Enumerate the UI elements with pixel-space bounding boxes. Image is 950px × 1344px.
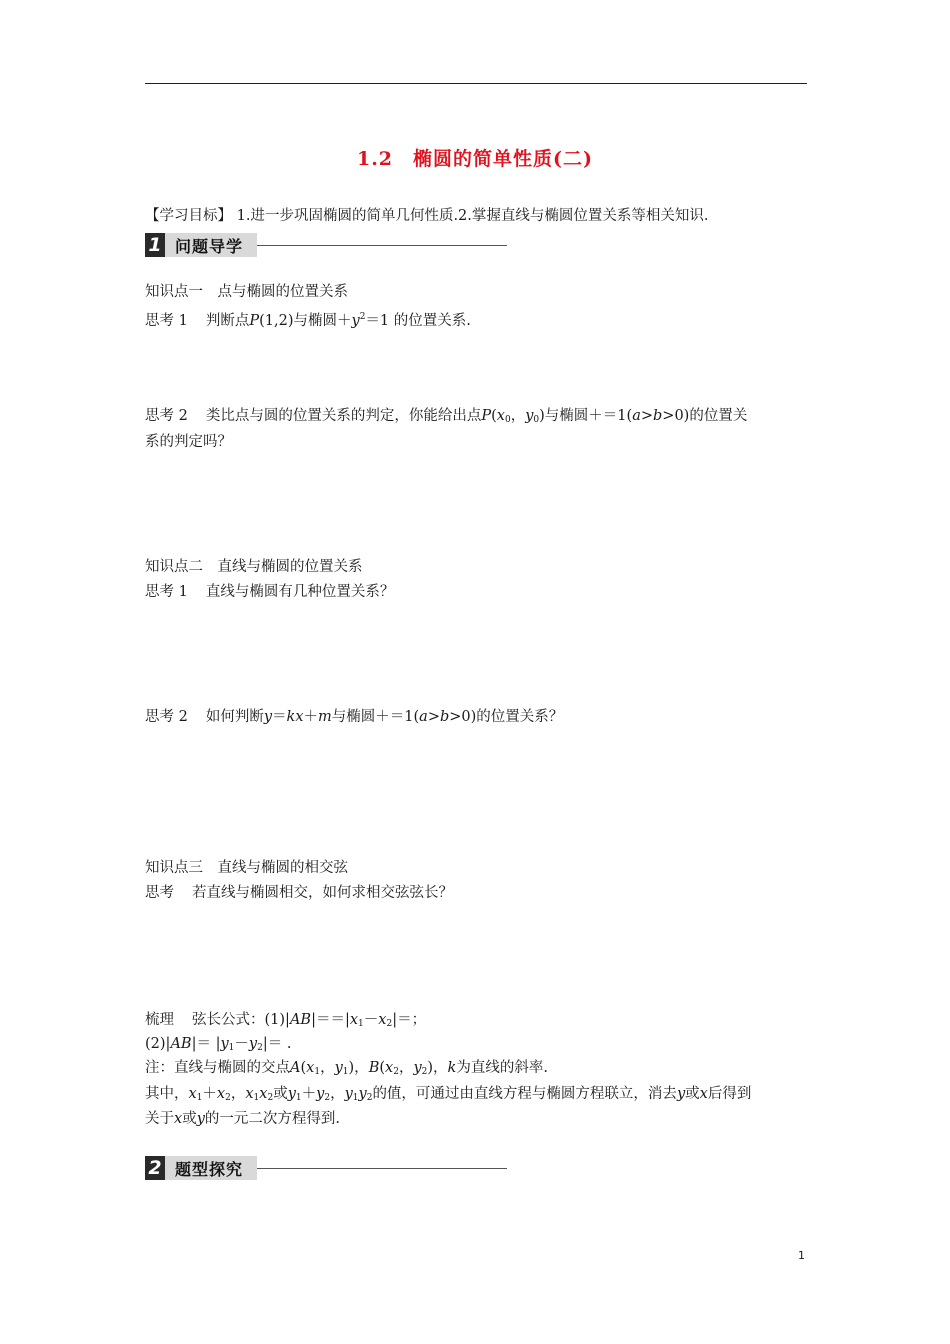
text: 直线与椭圆有几种位置关系？ bbox=[205, 584, 395, 600]
text: 其中， bbox=[145, 1086, 189, 1102]
text: >0)的位置关系？ bbox=[449, 709, 564, 725]
var-y: y bbox=[358, 1086, 367, 1102]
text: ， bbox=[398, 1060, 414, 1076]
text: 关于 bbox=[145, 1111, 174, 1127]
text: 注：直线与椭圆的交点 bbox=[145, 1060, 290, 1076]
var-A: A bbox=[290, 1060, 301, 1076]
section-number: 2 bbox=[145, 1156, 165, 1180]
text: 后得到 bbox=[707, 1086, 752, 1102]
text: |＝； bbox=[392, 1012, 427, 1028]
text: ＝ bbox=[272, 709, 287, 725]
var-y: y bbox=[248, 1036, 258, 1052]
think-label: 思考 2 bbox=[145, 408, 188, 424]
text: ， bbox=[330, 1086, 345, 1102]
var-b: b bbox=[653, 408, 663, 424]
subscript: 2 bbox=[267, 1093, 274, 1103]
var-y: y bbox=[525, 408, 534, 424]
subscript: 1 bbox=[196, 1093, 203, 1103]
text: ( bbox=[491, 408, 497, 424]
var-B: B bbox=[368, 1060, 380, 1076]
var-x: x bbox=[385, 1060, 394, 1076]
text: 或 bbox=[685, 1086, 700, 1102]
kp1-think2-cont: 系的判定吗？ bbox=[145, 434, 232, 450]
section-rule bbox=[257, 245, 507, 246]
subscript: 2 bbox=[225, 1093, 231, 1103]
summary-line-1 bbox=[145, 1010, 426, 1034]
text: >0)的位置关 bbox=[662, 408, 748, 424]
var-m: m bbox=[318, 709, 332, 725]
exponent: 2 bbox=[359, 312, 366, 322]
text: |＝ | bbox=[191, 1036, 221, 1052]
summary-line-3 bbox=[145, 1058, 548, 1082]
text: ＋ bbox=[202, 1086, 217, 1102]
section-label: 题型探究 bbox=[165, 1156, 257, 1180]
var-k: k bbox=[447, 1060, 457, 1076]
subscript: 1 bbox=[253, 1093, 260, 1103]
text: )与椭圆＋＝1( bbox=[539, 408, 633, 424]
objectives-text: 1.进一步巩固椭圆的简单几何性质.2.掌握直线与椭圆位置关系等相关知识. bbox=[236, 208, 709, 224]
think-label: 思考 bbox=[145, 885, 174, 901]
text: 的一元二次方程得到. bbox=[204, 1111, 340, 1127]
section-heading-1 bbox=[145, 233, 507, 257]
page-title: 1.2 椭圆的简单性质(二) bbox=[356, 148, 594, 170]
text: |＝ . bbox=[262, 1036, 292, 1052]
var-y: y bbox=[676, 1086, 686, 1102]
var-y: y bbox=[344, 1086, 353, 1102]
section-label: 问题导学 bbox=[165, 233, 257, 257]
kp3-think bbox=[145, 883, 453, 903]
text: 类比点与圆的位置关系的判定，你能给出点 bbox=[205, 408, 482, 424]
var-x: x bbox=[174, 1111, 183, 1127]
think-label: 思考 1 bbox=[145, 584, 188, 600]
var-y: y bbox=[334, 1060, 343, 1076]
summary-line-4 bbox=[145, 1084, 751, 1108]
subscript: 2 bbox=[324, 1093, 331, 1103]
text: 或 bbox=[182, 1111, 197, 1127]
kp2-title: 知识点二 直线与椭圆的位置关系 bbox=[145, 559, 363, 575]
text: － bbox=[234, 1036, 249, 1052]
text: 的值，可通过由直线方程与椭圆方程联立，消去 bbox=[372, 1086, 677, 1102]
subscript: 2 bbox=[366, 1093, 373, 1103]
var-AB: AB bbox=[170, 1036, 192, 1052]
section-heading-2 bbox=[145, 1156, 507, 1180]
subscript: 0 bbox=[533, 415, 540, 425]
text: 为直线的斜率. bbox=[456, 1060, 548, 1076]
subscript: 2 bbox=[257, 1043, 263, 1053]
header-rule bbox=[145, 83, 807, 84]
var-x: x bbox=[188, 1086, 197, 1102]
var-y: y bbox=[220, 1036, 229, 1052]
kp1-think2 bbox=[145, 406, 747, 430]
var-y: y bbox=[413, 1060, 422, 1076]
var-b: b bbox=[439, 709, 450, 725]
text: ( bbox=[379, 1060, 386, 1076]
text: > bbox=[427, 709, 440, 725]
text: )， bbox=[427, 1060, 448, 1076]
var-a: a bbox=[632, 408, 641, 424]
text: ， bbox=[510, 408, 526, 424]
summary-line-5 bbox=[145, 1109, 340, 1129]
var-y: y bbox=[351, 313, 360, 329]
subscript: 1 bbox=[228, 1043, 235, 1053]
learning-objectives bbox=[145, 206, 709, 226]
kp2-think2 bbox=[145, 707, 563, 727]
var-x: x bbox=[245, 1086, 254, 1102]
kp3-title: 知识点三 直线与椭圆的相交弦 bbox=[145, 860, 348, 876]
text: ， bbox=[230, 1086, 246, 1102]
subscript: 1 bbox=[352, 1093, 359, 1103]
text: ＋ bbox=[301, 1086, 317, 1102]
text: ， bbox=[320, 1060, 335, 1076]
text: (1,2)与椭圆＋ bbox=[259, 313, 352, 329]
var-x: x bbox=[699, 1086, 708, 1102]
text: 判断点 bbox=[205, 313, 250, 329]
var-x: x bbox=[259, 1086, 268, 1102]
text: ( bbox=[300, 1060, 307, 1076]
subscript: 0 bbox=[504, 415, 511, 425]
kp2-think1 bbox=[145, 582, 394, 602]
var-x: x bbox=[496, 408, 505, 424]
think-label: 思考 1 bbox=[145, 313, 188, 329]
var-x: x bbox=[306, 1060, 315, 1076]
text: 弦长公式：(1)| bbox=[192, 1012, 290, 1028]
text: ＋ bbox=[303, 709, 319, 725]
subscript: 1 bbox=[295, 1093, 302, 1103]
text: |＝＝| bbox=[311, 1012, 350, 1028]
text: 若直线与椭圆相交，如何求相交弦弦长？ bbox=[192, 885, 453, 901]
objectives-tag: 【学习目标】 bbox=[145, 208, 232, 224]
subscript: 1 bbox=[314, 1067, 321, 1077]
text: (2)| bbox=[145, 1036, 171, 1052]
summary-line-2 bbox=[145, 1034, 291, 1058]
text: － bbox=[363, 1012, 379, 1028]
summary-label: 梳理 bbox=[145, 1012, 174, 1028]
text: 如何判断 bbox=[205, 709, 264, 725]
var-x: x bbox=[216, 1086, 226, 1102]
section-number: 1 bbox=[145, 233, 165, 257]
var-kx: kx bbox=[286, 709, 304, 725]
text: 与椭圆＋＝1( bbox=[331, 709, 420, 725]
text: ＝1 的位置关系. bbox=[365, 313, 471, 329]
var-y: y bbox=[316, 1086, 325, 1102]
section-rule bbox=[257, 1168, 507, 1169]
var-y: y bbox=[287, 1086, 296, 1102]
var-x: x bbox=[378, 1012, 387, 1028]
var-y: y bbox=[263, 709, 273, 725]
var-P: P bbox=[481, 408, 492, 424]
var-AB: AB bbox=[289, 1012, 312, 1028]
think-label: 思考 2 bbox=[145, 709, 188, 725]
subscript: 2 bbox=[421, 1067, 428, 1077]
subscript: 2 bbox=[393, 1067, 399, 1077]
var-P: P bbox=[249, 313, 260, 329]
subscript: 1 bbox=[358, 1019, 364, 1029]
text: > bbox=[640, 408, 653, 424]
text: 或 bbox=[273, 1086, 288, 1102]
var-y: y bbox=[196, 1111, 205, 1127]
page-number: 1 bbox=[798, 1249, 805, 1262]
var-x: x bbox=[349, 1012, 359, 1028]
kp1-think1 bbox=[145, 307, 471, 331]
subscript: 1 bbox=[342, 1067, 349, 1077]
text: )， bbox=[348, 1060, 369, 1076]
kp1-title: 知识点一 点与椭圆的位置关系 bbox=[145, 284, 348, 300]
subscript: 2 bbox=[386, 1019, 393, 1029]
var-a: a bbox=[419, 709, 428, 725]
